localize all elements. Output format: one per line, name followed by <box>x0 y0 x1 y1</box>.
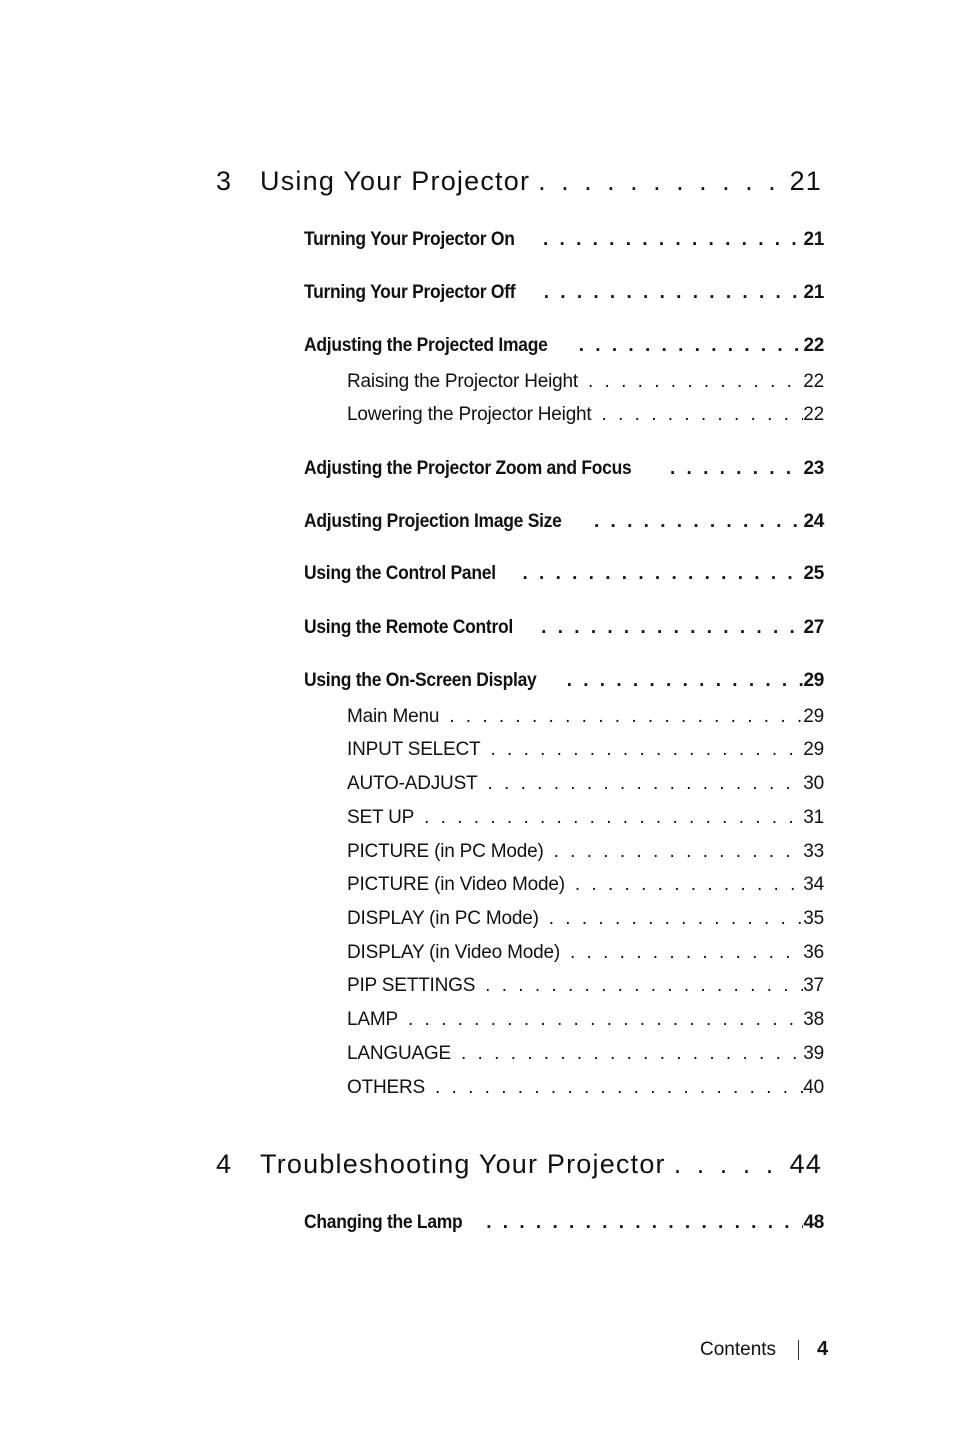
dot-leader <box>578 371 803 393</box>
dot-leader <box>539 908 804 930</box>
footer-divider <box>798 1340 799 1360</box>
subsection-title: DISPLAY (in PC Mode) <box>347 908 539 929</box>
section-title: Turning Your Projector On <box>304 229 515 250</box>
section-title: Using the Remote Control <box>304 617 513 638</box>
page-footer <box>700 1338 836 1361</box>
toc-subsection[interactable] <box>347 773 824 795</box>
section-title: Adjusting the Projector Zoom and Focus <box>304 458 632 479</box>
subsection-page: 29 <box>803 739 824 760</box>
dot-leader <box>425 1077 803 1099</box>
subsection-title: SET UP <box>347 807 415 828</box>
dot-leader <box>544 841 804 863</box>
dot-leader <box>451 1043 803 1065</box>
section-page: 27 <box>803 617 824 638</box>
toc-subsection[interactable] <box>347 841 824 863</box>
section-title: Adjusting Projection Image Size <box>304 511 562 532</box>
subsection-page: 39 <box>803 1043 824 1064</box>
section-title: Adjusting the Projected Image <box>304 335 548 356</box>
toc-section[interactable] <box>304 1212 824 1234</box>
subsection-page: 30 <box>803 773 824 794</box>
subsection-page: 22 <box>803 404 824 425</box>
toc-subsection[interactable] <box>347 739 824 761</box>
dot-leader <box>557 670 804 692</box>
dot-leader <box>477 773 803 795</box>
dot-leader <box>533 229 804 251</box>
subsection-page: 31 <box>803 807 824 828</box>
section-page: 25 <box>803 563 824 584</box>
dot-leader <box>666 1149 790 1180</box>
toc-subsection[interactable] <box>347 874 824 896</box>
dot-leader <box>584 511 803 533</box>
footer-label: Contents <box>700 1338 777 1360</box>
dot-leader <box>475 975 803 997</box>
toc-subsection[interactable] <box>347 1077 824 1099</box>
toc-section[interactable] <box>304 229 824 251</box>
toc-subsection[interactable] <box>347 1043 824 1065</box>
toc-subsection[interactable] <box>347 975 824 997</box>
section-page: 48 <box>803 1212 824 1233</box>
toc-section[interactable] <box>304 511 824 533</box>
toc-subsection[interactable] <box>347 706 824 728</box>
section-page: 23 <box>803 458 824 479</box>
chapter-title: Troubleshooting Your Projector <box>260 1149 666 1179</box>
subsection-page: 34 <box>803 874 824 895</box>
toc-section[interactable] <box>304 617 824 639</box>
dot-leader <box>439 706 803 728</box>
section-page: 22 <box>803 335 824 356</box>
toc-chapter-4[interactable] <box>216 1149 822 1180</box>
dot-leader <box>560 942 803 964</box>
subsection-page: 37 <box>803 975 824 996</box>
toc-section[interactable] <box>304 670 824 692</box>
subsection-page: 40 <box>803 1077 824 1098</box>
subsection-page: 29 <box>803 706 824 727</box>
chapter-number: 3 <box>216 166 233 196</box>
toc-subsection[interactable] <box>347 404 824 426</box>
toc-section[interactable] <box>304 563 824 585</box>
section-title: Changing the Lamp <box>304 1212 463 1233</box>
dot-leader <box>512 563 803 585</box>
subsection-title: Main Menu <box>347 706 440 727</box>
dot-leader <box>592 404 804 426</box>
dot-leader <box>530 166 789 197</box>
subsection-title: Raising the Projector Height <box>347 371 578 392</box>
subsection-page: 36 <box>803 942 824 963</box>
footer-page-number: 4 <box>817 1338 829 1360</box>
subsection-title: LANGUAGE <box>347 1043 451 1064</box>
subsection-title: AUTO-ADJUST <box>347 773 478 794</box>
chapter-title: Using Your Projector <box>260 166 531 196</box>
dot-leader <box>398 1009 803 1031</box>
subsection-title: PICTURE (in Video Mode) <box>347 874 565 895</box>
section-title: Using the Control Panel <box>304 563 496 584</box>
dot-leader <box>660 458 804 480</box>
toc-chapter-3[interactable] <box>216 166 822 197</box>
chapter-number: 4 <box>216 1149 233 1179</box>
subsection-page: 35 <box>803 908 824 929</box>
chapter-page: 21 <box>789 166 822 196</box>
dot-leader <box>476 1212 803 1234</box>
subsection-title: PICTURE (in PC Mode) <box>347 841 544 862</box>
subsection-page: 38 <box>803 1009 824 1030</box>
dot-leader <box>565 874 803 896</box>
subsection-title: PIP SETTINGS <box>347 975 476 996</box>
dot-leader <box>414 807 803 829</box>
section-title: Turning Your Projector Off <box>304 282 516 303</box>
toc-subsection[interactable] <box>347 908 824 930</box>
toc-subsection[interactable] <box>347 807 824 829</box>
toc-section[interactable] <box>304 335 824 357</box>
subsection-title: Lowering the Projector Height <box>347 404 592 425</box>
subsection-page: 22 <box>803 371 824 392</box>
dot-leader <box>531 617 803 639</box>
toc-subsection[interactable] <box>347 371 824 393</box>
subsection-title: OTHERS <box>347 1077 425 1098</box>
toc-subsection[interactable] <box>347 942 824 964</box>
subsection-title: LAMP <box>347 1009 398 1030</box>
chapter-page: 44 <box>789 1149 822 1179</box>
section-page: 21 <box>803 229 824 250</box>
dot-leader <box>534 282 804 304</box>
section-page: 24 <box>803 511 824 532</box>
subsection-title: DISPLAY (in Video Mode) <box>347 942 560 963</box>
dot-leader <box>569 335 804 357</box>
subsection-title: INPUT SELECT <box>347 739 481 760</box>
toc-section[interactable] <box>304 458 824 480</box>
toc-subsection[interactable] <box>347 1009 824 1031</box>
section-title: Using the On-Screen Display <box>304 670 537 691</box>
section-page: 29 <box>803 670 824 691</box>
toc-section[interactable] <box>304 282 824 304</box>
dot-leader <box>480 739 803 761</box>
subsection-page: 33 <box>803 841 824 862</box>
section-page: 21 <box>803 282 824 303</box>
